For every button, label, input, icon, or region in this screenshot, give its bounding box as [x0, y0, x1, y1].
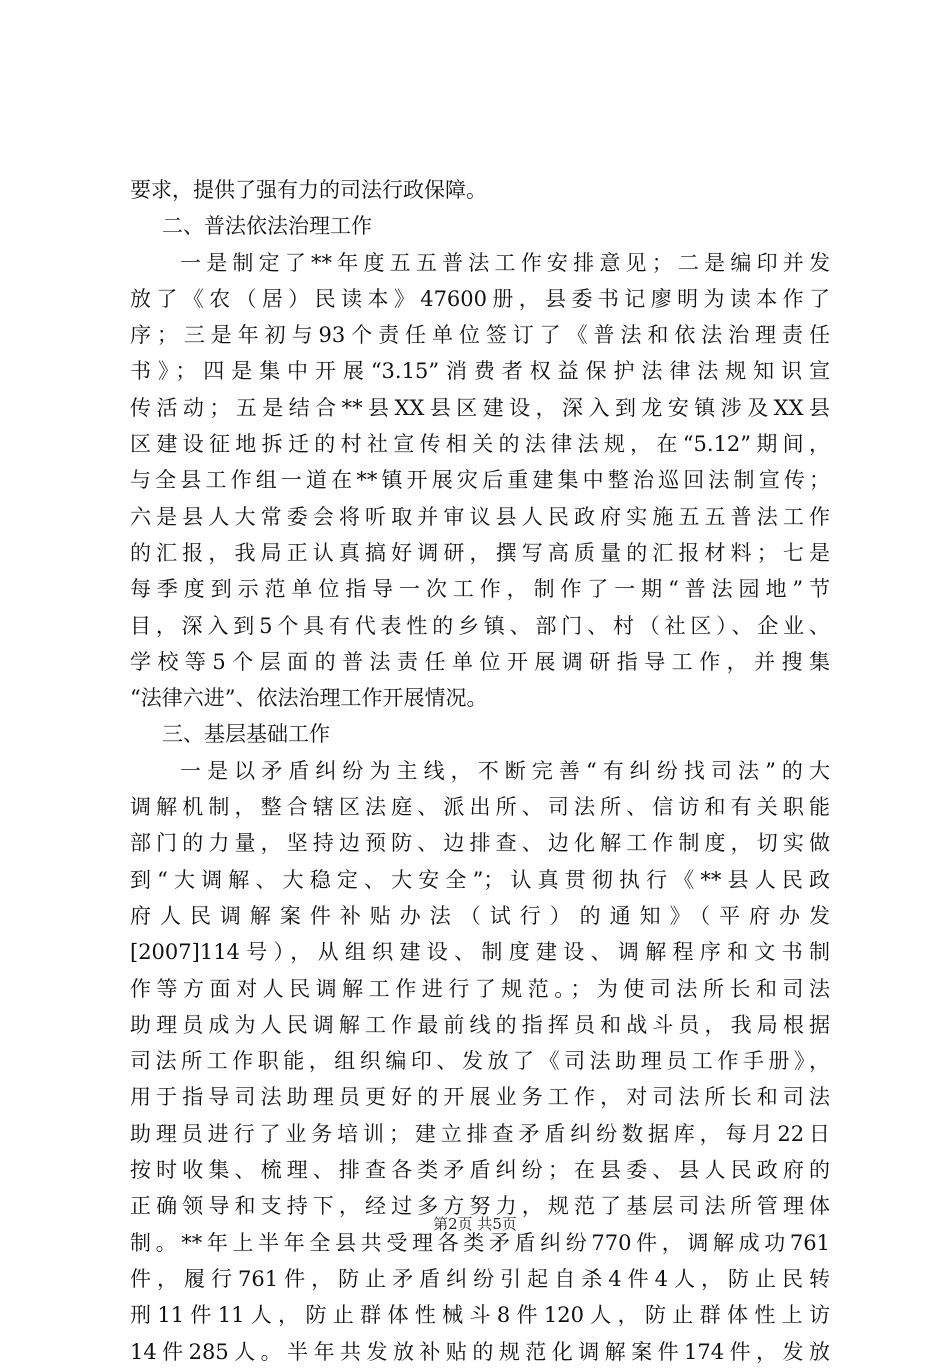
text-line: 部门的力量，坚持边预防、边排查、边化解工作制度，切实做 — [130, 831, 830, 856]
section-heading: 二、普法依法治理工作 — [162, 214, 372, 239]
text-line: 制。**年上半年全县共受理各类矛盾纠纷770件，调解成功761 — [130, 1230, 830, 1255]
text-line: 件，履行761件，防止矛盾纠纷引起自杀4件4人，防止民转 — [130, 1266, 830, 1291]
section-heading: 三、基层基础工作 — [162, 722, 330, 747]
text-line: 正确领导和支持下，经过多方努力，规范了基层司法所管理体 — [130, 1194, 830, 1219]
text-line: 的汇报，我局正认真搞好调研，撰写高质量的汇报材料；七是 — [130, 540, 830, 565]
text-line: 传活动；五是结合**县XX县区建设，深入到龙安镇涉及XX县 — [130, 395, 830, 420]
text-line: 要求，提供了强有力的司法行政保障。 — [130, 178, 487, 202]
text-line: 助理员成为人民调解工作最前线的指挥员和战斗员，我局根据 — [130, 1012, 830, 1037]
text-line: 放了《农（居）民读本》47600册，县委书记廖明为读本作了 — [130, 286, 830, 311]
text-line: 一是制定了**年度五五普法工作安排意见；二是编印并发 — [180, 250, 830, 275]
text-line: 14件285人。半年共发放补贴的规范化调解案件174件，发放 — [130, 1339, 830, 1364]
text-line: 调解机制，整合辖区法庭、派出所、司法所、信访和有关职能 — [130, 795, 830, 820]
text-line: 目，深入到5个具有代表性的乡镇、部门、村（社区）、企业、 — [130, 613, 830, 638]
text-line: 序；三是年初与93个责任单位签订了《普法和依法治理责任 — [130, 323, 830, 348]
text-line: 区建设征地拆迁的村社宣传相关的法律法规，在“5.12”期间， — [130, 432, 830, 457]
document-body — [130, 172, 830, 1370]
text-line: 助理员进行了业务培训；建立排查矛盾纠纷数据库，每月22日 — [130, 1121, 830, 1146]
text-line: [2007]114号），从组织建设、制度建设、调解程序和文书制 — [130, 940, 830, 965]
text-line: “法律六进”、依法治理工作开展情况。 — [130, 686, 488, 711]
text-line: 用于指导司法助理员更好的开展业务工作，对司法所长和司法 — [130, 1085, 830, 1110]
text-line: 六是县人大常委会将听取并审议县人民政府实施五五普法工作 — [130, 504, 830, 529]
text-line: 按时收集、梳理、排查各类矛盾纠纷；在县委、县人民政府的 — [130, 1158, 830, 1183]
text-line: 每季度到示范单位指导一次工作，制作了一期“普法园地”节 — [130, 577, 830, 602]
text-line: 司法所工作职能，组织编印、发放了《司法助理员工作手册》， — [130, 1049, 830, 1074]
text-line: 刑11件11人，防止群体性械斗8件120人，防止群体性上访 — [130, 1303, 830, 1328]
text-line: 书》；四是集中开展“3.15”消费者权益保护法律法规知识宣 — [130, 359, 830, 384]
text-line: 与全县工作组一道在**镇开展灾后重建集中整治巡回法制宣传； — [130, 468, 830, 493]
text-line: 学校等5个层面的普法责任单位开展调研指导工作，并搜集 — [130, 649, 830, 674]
page-footer: 第2页 共5页 — [433, 1215, 517, 1233]
text-line: 作等方面对人民调解工作进行了规范。；为使司法所长和司法 — [130, 976, 830, 1001]
text-line: 到“大调解、大稳定、大安全”；认真贯彻执行《**县人民政 — [130, 867, 830, 892]
text-line: 府人民调解案件补贴办法（试行）的通知》（平府办发 — [130, 903, 830, 928]
text-line: 一是以矛盾纠纷为主线，不断完善“有纠纷找司法”的大 — [180, 758, 830, 783]
